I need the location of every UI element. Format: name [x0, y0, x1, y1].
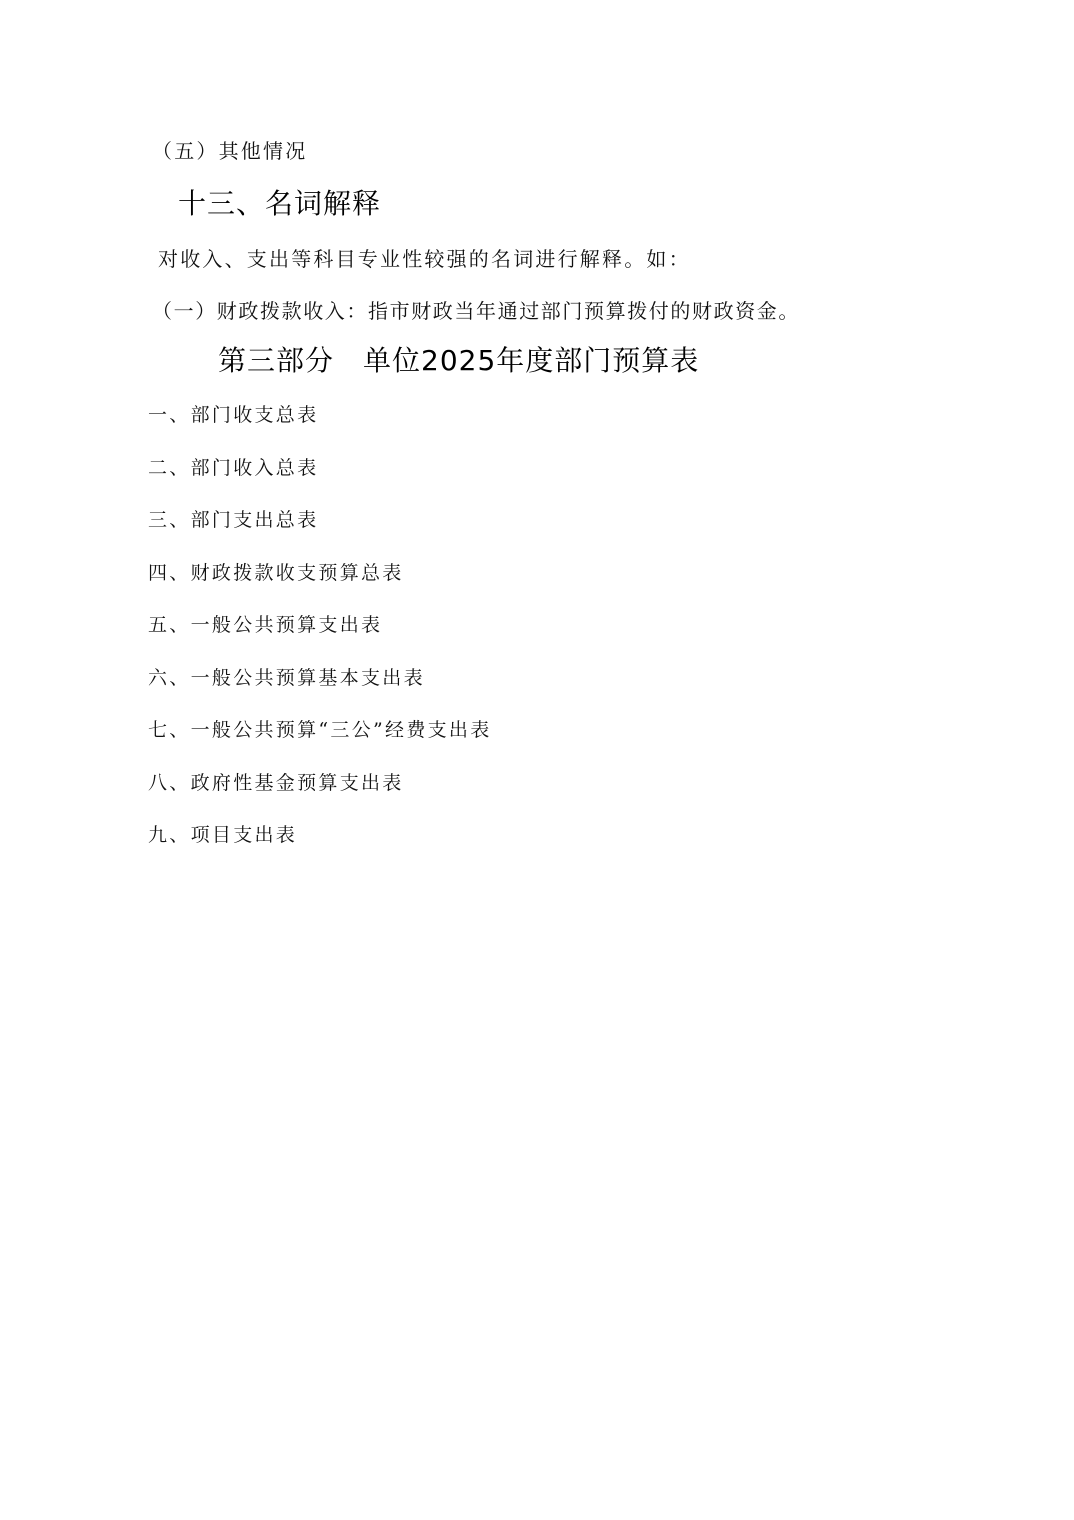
list-item: 三、部门支出总表 — [148, 509, 319, 531]
glossary-item-fiscal-appropriation: （一）财政拨款收入：指市财政当年通过部门预算拨付的财政资金。 — [152, 299, 800, 323]
budget-table-list — [148, 402, 492, 875]
heading-glossary: 十三、名词解释 — [178, 187, 382, 220]
glossary-intro: 对收入、支出等科目专业性较强的名词进行解释。如： — [158, 247, 691, 271]
list-item: 九、项目支出表 — [148, 824, 298, 846]
heading-part-three: 第三部分 单位2025年度部门预算表 — [218, 344, 700, 377]
list-item: 四、财政拨款收支预算总表 — [148, 561, 404, 584]
list-item: 八、政府性基金预算支出表 — [148, 771, 404, 794]
list-item: 七、一般公共预算“三公”经费支出表 — [148, 719, 492, 741]
list-item: 六、一般公共预算基本支出表 — [148, 666, 425, 689]
list-item: 五、一般公共预算支出表 — [148, 614, 383, 636]
list-item: 一、部门收支总表 — [148, 404, 319, 426]
section-other-situation: （五）其他情况 — [152, 139, 308, 163]
list-item: 二、部门收入总表 — [148, 456, 319, 479]
